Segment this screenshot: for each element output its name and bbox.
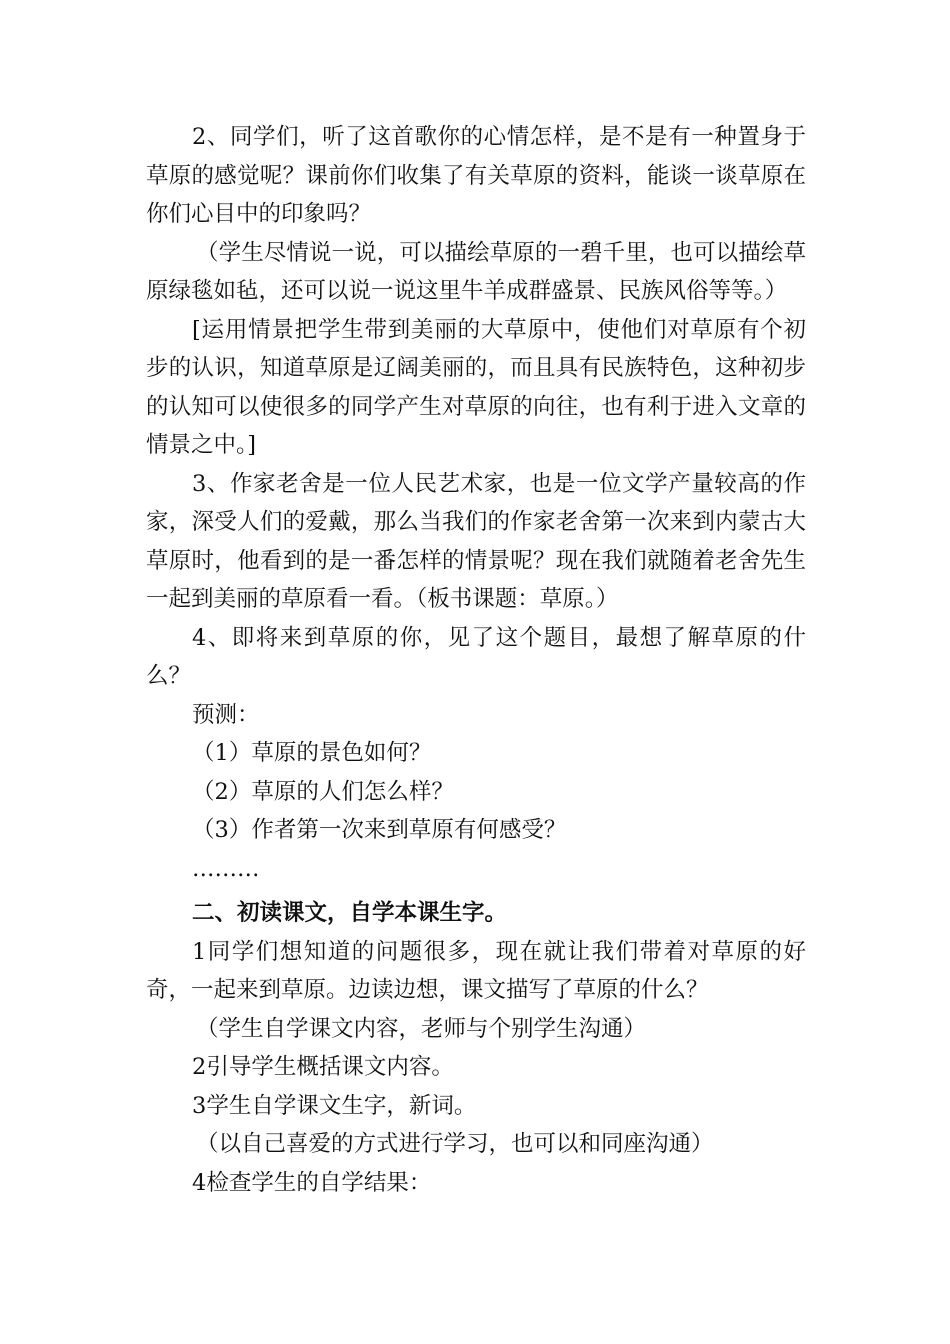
- paragraph-design-note: [运用情景把学生带到美丽的大草原中，使他们对草原有个初步的认识，知道草原是辽阔美丽的，而且具有民族特色，这种初步的认知可以使很多的同学产生对草原的向往，也有利于进入文章的情景之中。]: [146, 316, 806, 458]
- paragraph-step-1-note: （学生自学课文内容，老师与个别学生沟通）: [196, 1015, 647, 1042]
- paragraph-step-3: 3学生自学课文生字，新词。: [192, 1092, 477, 1119]
- paragraph-step-1: 1同学们想知道的问题很多，现在就让我们带着对草原的好奇，一起来到草原。边读边想，课文描写了草原的什么？: [146, 938, 806, 1003]
- section-heading: 二、初读课文，自学本课生字。: [192, 900, 508, 926]
- paragraph-question-4: 4、即将来到草原的你，见了这个题目，最想了解草原的什么？: [146, 624, 806, 689]
- paragraph-prediction-1: （1）草原的景色如何？: [192, 740, 432, 766]
- paragraph-ellipsis: ………: [192, 855, 260, 882]
- paragraph-student-answer: （学生尽情说一说，可以描绘草原的一碧千里，也可以描绘草原绿毯如毡，还可以说一说这里牛羊成群盛景、民族风俗等等。）: [146, 239, 806, 304]
- paragraph-question-2: 2、同学们，听了这首歌你的心情怎样，是不是有一种置身于草原的感觉呢？课前你们收集了有关草原的资料，能谈一谈草原在你们心目中的印象吗？: [146, 124, 806, 227]
- paragraph-question-3: 3、作家老舍是一位人民艺术家，也是一位文学产量较高的作家，深受人们的爱戴，那么当我们的作家老舍第一次来到内蒙古大草原时，他看到的是一番怎样的情景呢？现在我们就随着老舍先生一起到美丽的草原看一看。（板书课题：草原。）: [146, 470, 806, 612]
- paragraph-prediction-3: （3）作者第一次来到草原有何感受？: [192, 817, 567, 843]
- paragraph-prediction-label: 预测：: [192, 701, 260, 728]
- paragraph-step-4: 4检查学生的自学结果：: [192, 1169, 432, 1196]
- paragraph-step-3-note: （以自己喜爱的方式进行学习，也可以和同座沟通）: [196, 1131, 714, 1157]
- paragraph-prediction-2: （2）草原的人们怎么样？: [192, 778, 454, 805]
- paragraph-step-2: 2引导学生概括课文内容。: [192, 1054, 454, 1080]
- document-page: [146, 118, 806, 1202]
